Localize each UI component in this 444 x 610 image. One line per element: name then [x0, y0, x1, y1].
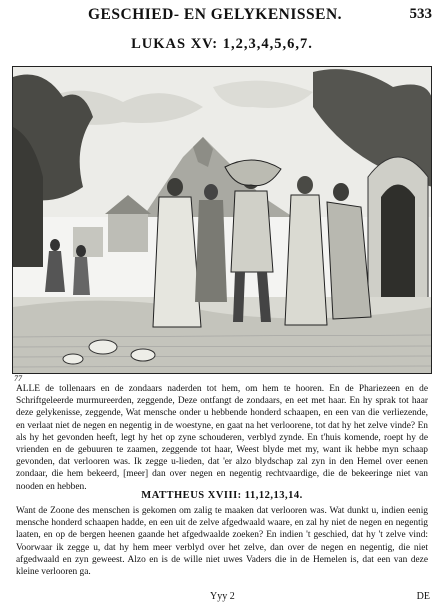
engraving-illustration — [12, 66, 432, 374]
figure-pharisee — [167, 178, 183, 196]
figure-background — [50, 239, 60, 251]
sheep — [89, 340, 117, 354]
sheep — [63, 354, 83, 364]
figure-woman — [297, 176, 313, 194]
plate-number: 77 — [14, 374, 22, 383]
body-paragraph-matthew: Want de Zoone des menschen is gekomen om zalig te maaken dat verlooren was. Wat dunkt u, indien eenig mensche honderd schaapen hadde, en een uit de zelve afgedwaald waare, en zal hy niet de negen en negentig laaten, en op de bergen heenen gaande het afgedwaalde zoeken? En indien 't geschied, dat hy 't zelve vind: Voorwaar ik zegge u, dat hy hem meer verblyd over het zelve, dan over de negen en negentig, die niet afgedwaald en zyn geweest. Alzo en is de wille niet uwes Vaders die in de Hemelen is, dat een van deze kleine verlooren ga. — [16, 506, 428, 578]
section-heading-matthew: MATTHEUS XVIII: 11,12,13,14. — [141, 490, 303, 501]
engraving-scene — [13, 67, 432, 374]
figure-neighbour — [333, 183, 349, 201]
house — [108, 212, 148, 252]
running-header: GESCHIED- EN GELYKENISSEN. — [88, 6, 343, 23]
chapter-reference: LUKAS XV: 1,2,3,4,5,6,7. — [131, 36, 313, 52]
figure-onlooker — [204, 184, 218, 200]
signature-mark: Yyy 2 — [210, 591, 235, 602]
body-paragraph-luke: ALLE de tollenaars en de zondaars naderden tot hem, om hem te hooren. En de Phariezeen en de Schriftgeleerde murmureerden, zeggende, Deze ontfangt de zondaars, en eet met haar. En hy sprak tot haar deze gelykenisse, zeggende, Wat mensche onder u hebbende honderd schaapen, en een van die verliezende, en verlaat niet de negen en negentig in de woestyne, en gaat na het verloorene, tot dat hy het zelve vinde? En als hy het gevonden heeft, legt hy het op zyne schouderen, verblyd zynde. En t'huis komende, roept hy de vrienden en de gebuuren te zaamen, zeggende tot haar, Weest blyde met my, want ik hebbe myn schaap gevonden, dat verlooren was. Ik zegge u-lieden, dat 'er alzo blydschap zal zyn in den Hemel over eenen zondaar, die hem bekeerd, [meer] dan over negen en negentig rechtvaardige, die de bekeeringe niet van nooden en hebben. — [16, 384, 428, 492]
page-number: 533 — [409, 6, 432, 22]
catchword: DE — [416, 591, 430, 602]
sheep — [131, 349, 155, 361]
